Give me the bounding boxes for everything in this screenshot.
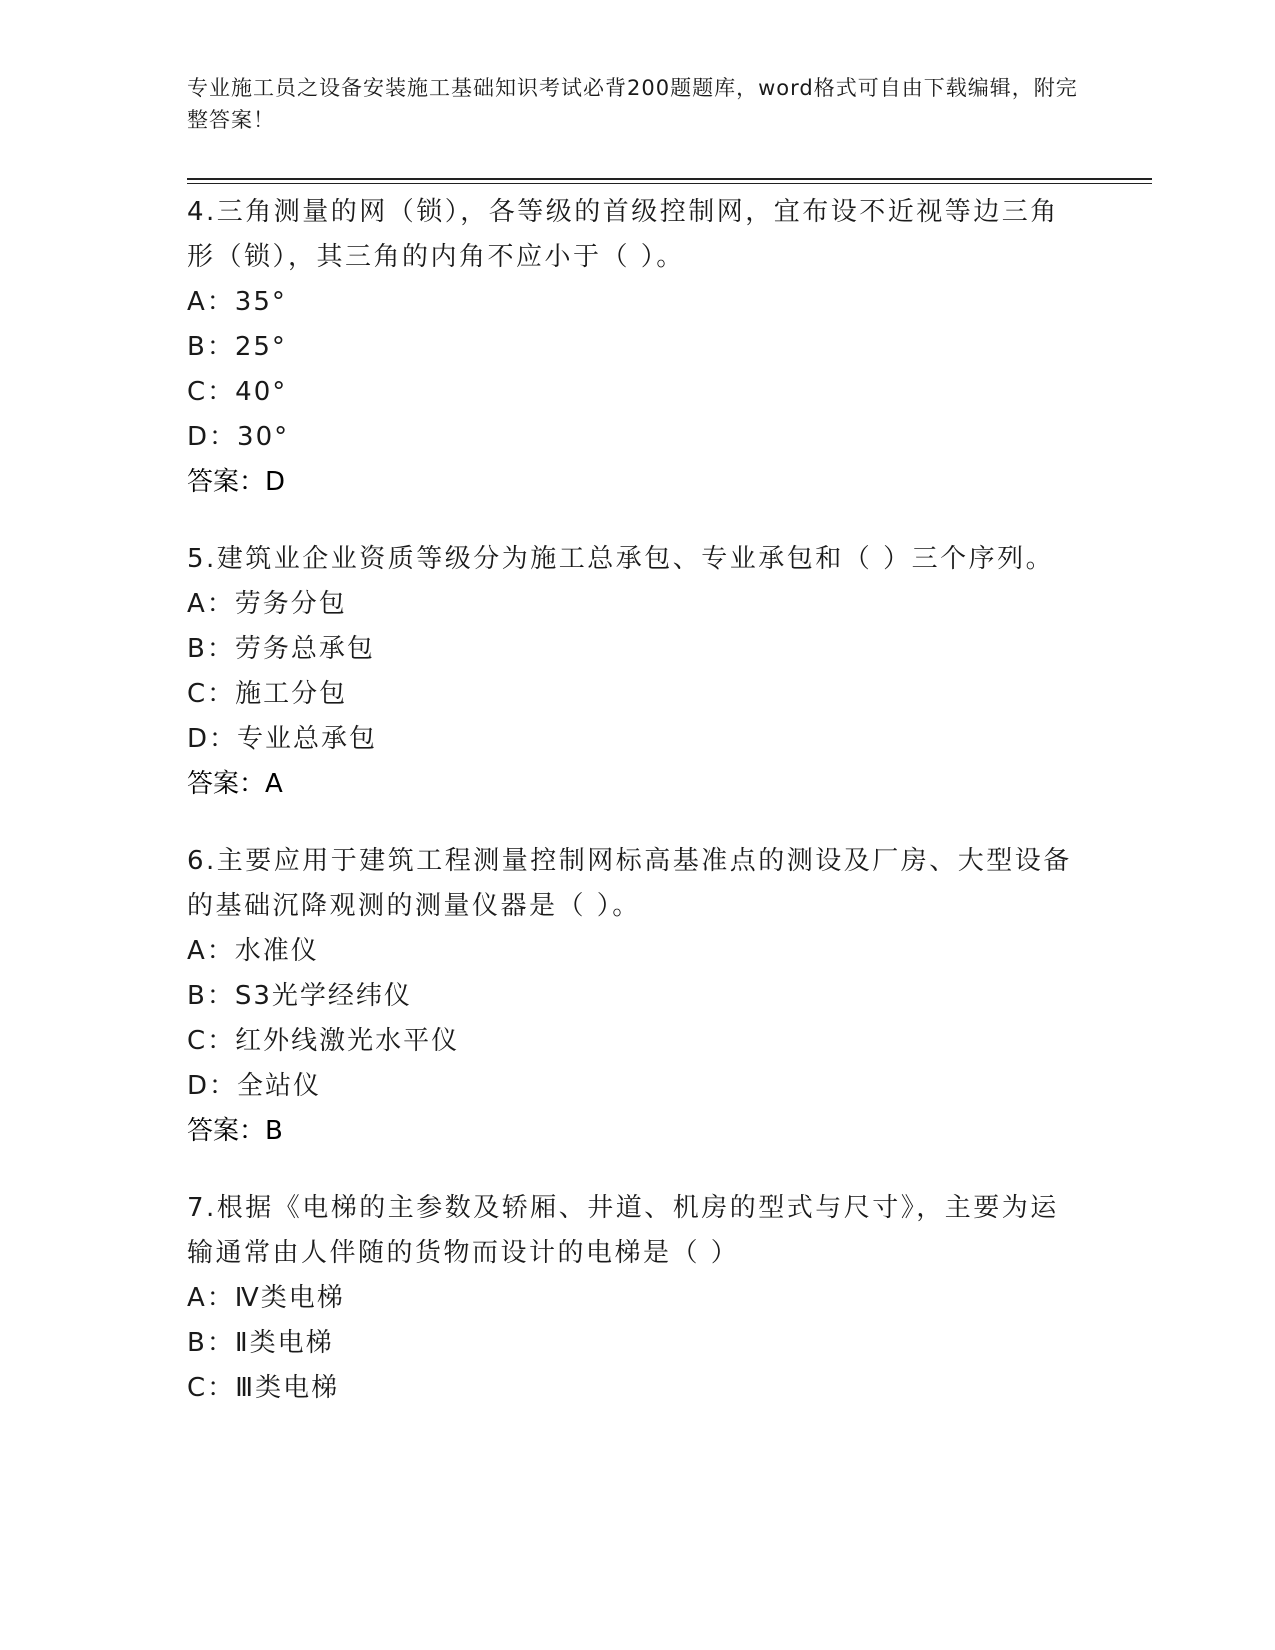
question-7 [187,1186,1087,1411]
question-stem: 7.根据《电梯的主参数及轿厢、井道、机房的型式与尺寸》，主要为运输通常由人伴随的货物而设计的电梯是（ ） [187,1193,1059,1268]
option-a: A：Ⅳ类电梯 [187,1283,345,1313]
document-header: 专业施工员之设备安装施工基础知识考试必背200题题库，word格式可自由下载编辑，附完整答案！ [187,76,1078,132]
answer-label: 答案： [187,769,266,799]
answer-line [187,460,1087,505]
question-stem: 5.建筑业企业资质等级分为施工总承包、专业承包和（ ）三个序列。 [187,544,1055,574]
answer-value: D [265,467,286,497]
option-c: C：红外线激光水平仪 [187,1026,460,1056]
option-d: D：专业总承包 [187,724,378,754]
option-c: C：40° [187,377,288,407]
header-divider-thick [187,178,1152,180]
option-d: D：30° [187,422,290,452]
answer-value: B [265,1116,283,1146]
option-b: B：Ⅱ类电梯 [187,1328,334,1358]
option-c: C：Ⅲ类电梯 [187,1373,340,1403]
question-stem: 4.三角测量的网（锁），各等级的首级控制网，宜布设不近视等边三角形（锁），其三角的内角不应小于（ ）。 [187,197,1059,272]
option-b: B：25° [187,332,287,362]
question-4 [187,190,1087,505]
option-b: B：S3光学经纬仪 [187,981,412,1011]
answer-label: 答案： [187,1116,266,1146]
question-stem: 6.主要应用于建筑工程测量控制网标高基准点的测设及厂房、大型设备的基础沉降观测的测量仪器是（ ）。 [187,846,1072,921]
header-divider-thin [187,183,1152,184]
option-a: A：35° [187,287,287,317]
question-6 [187,839,1087,1154]
question-list [187,190,1087,1443]
option-a: A：劳务分包 [187,589,347,619]
answer-line [187,762,1087,807]
option-b: B：劳务总承包 [187,634,375,664]
option-c: C：施工分包 [187,679,348,709]
option-d: D：全站仪 [187,1071,322,1101]
answer-value: A [265,769,283,799]
answer-label: 答案： [187,467,266,497]
option-a: A：水准仪 [187,936,319,966]
question-5 [187,537,1087,807]
answer-line [187,1109,1087,1154]
